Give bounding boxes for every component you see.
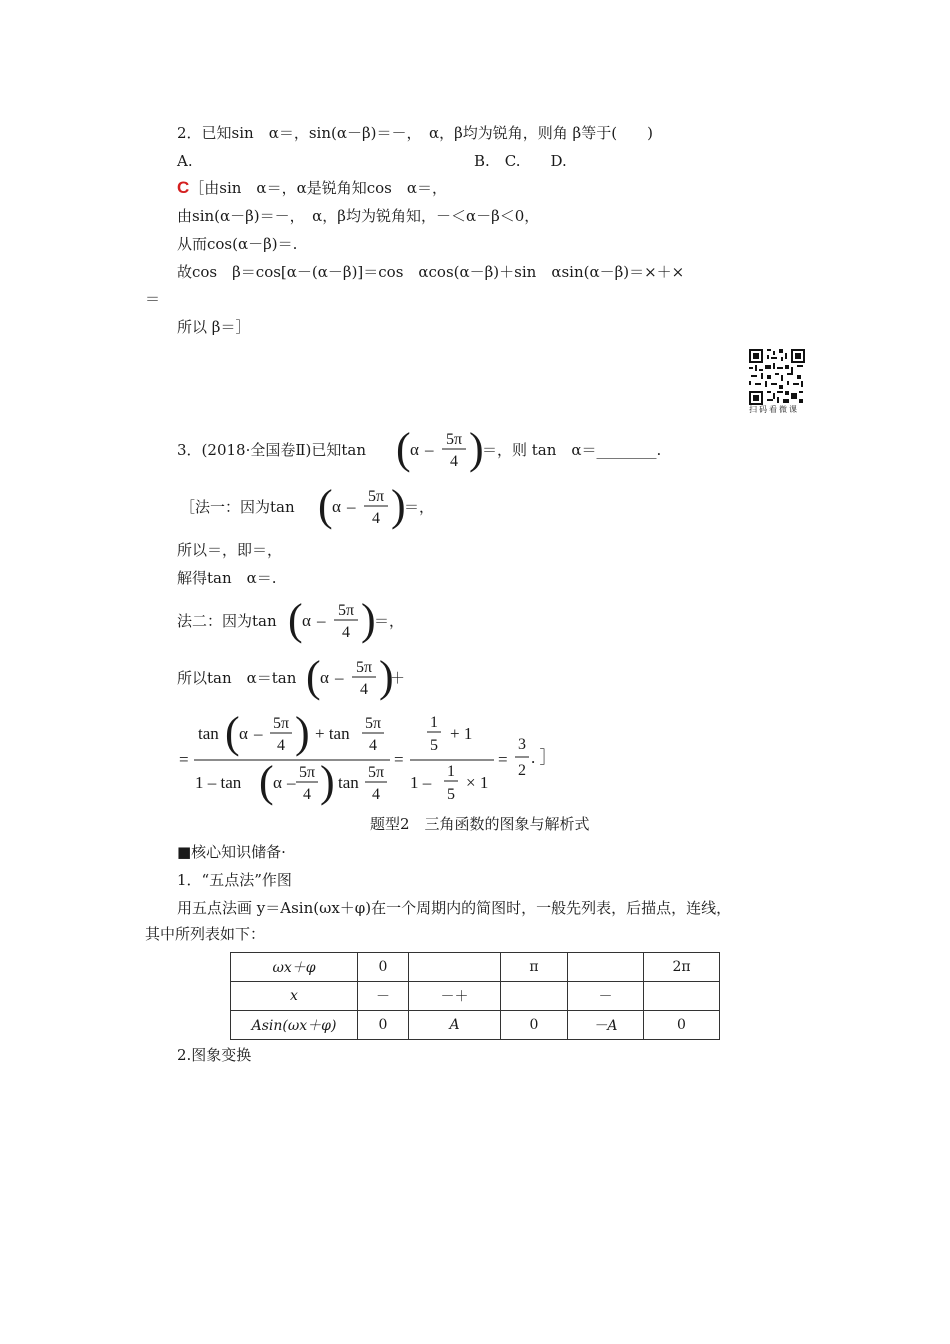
minus-sym: –	[254, 724, 263, 743]
frac-den: 4	[342, 624, 350, 641]
minus-sym: –	[335, 668, 344, 687]
alpha-sym: α	[273, 773, 282, 792]
section-title: 题型2 三角函数的图象与解析式	[370, 815, 590, 833]
end-bracket: . ］	[531, 748, 557, 767]
frac-den: 4	[369, 737, 377, 754]
frac-den: 4	[303, 786, 311, 803]
table-cell: Asin(ωx＋φ)	[231, 1011, 358, 1040]
q3-big-fraction	[176, 708, 576, 808]
frac-num: 5π	[355, 659, 373, 676]
table-cell: ωx＋φ	[231, 953, 358, 982]
frac-den: 4	[372, 510, 380, 527]
tan-text: tan	[338, 773, 359, 792]
alpha-sym: α	[320, 668, 329, 687]
q2-solution-line2: 由sin(α－β)＝－， α，β均为锐角知，－＜α－β＜0，	[177, 207, 540, 225]
table-cell: －＋	[409, 982, 501, 1011]
q2-solution-line1	[177, 178, 447, 198]
q3-m2-prefix: 法二：因为tan	[177, 612, 277, 630]
para2: 其中所列表如下：	[145, 925, 266, 943]
minus-sym: –	[317, 611, 326, 630]
table-cell: 0	[501, 1011, 568, 1040]
lparen: (	[306, 652, 321, 701]
lparen: (	[225, 708, 240, 757]
q3-m2-line2-expr	[306, 654, 392, 702]
q2-option-a: A.	[177, 152, 193, 170]
para1: 用五点法画 y＝Asin(ωx＋φ)在一个周期内的简图时，一般先列表，后描点，连线，	[177, 899, 732, 917]
table-cell: A	[409, 1011, 501, 1040]
tan-text: tan	[198, 724, 219, 743]
q3-m2-expr	[288, 597, 374, 645]
fifth-num: 1	[447, 763, 455, 780]
result-num: 3	[518, 736, 526, 753]
table-cell	[501, 982, 568, 1011]
q3-m1-line3: 解得tan α＝.	[177, 569, 277, 587]
frac-num: 5π	[445, 431, 463, 448]
rparen: )	[469, 424, 484, 473]
q3-m2-line2-prefix: 所以tan α＝tan	[177, 669, 297, 687]
table-row	[231, 982, 720, 1011]
item1-heading: 1．“五点法”作图	[177, 871, 292, 889]
minus-sym: –	[287, 773, 296, 792]
frac-den: 4	[372, 786, 380, 803]
table-cell: －A	[568, 1011, 644, 1040]
table-row	[231, 953, 720, 982]
q3-m1-expr	[318, 483, 404, 531]
frac-num: 5π	[298, 764, 316, 781]
one-minus-text: 1 –	[410, 773, 432, 792]
q2-solution-line5: 所以 β＝］	[177, 318, 251, 336]
fifth-den: 5	[447, 786, 455, 803]
one-minus-tan-text: 1 – tan	[195, 773, 242, 792]
times-one-text: × 1	[466, 773, 489, 792]
lparen: (	[318, 481, 333, 530]
frac-num: 5π	[337, 602, 355, 619]
q3-m2-line2-suffix: ＋	[390, 669, 406, 687]
result-den: 2	[518, 762, 526, 779]
eq-sym-3: =	[498, 750, 508, 769]
q3-m1-suffix: ＝，	[404, 498, 435, 516]
q3-expr-alpha-minus-5pi4	[396, 426, 482, 474]
q2-solution-line3: 从而cos(α－β)＝.	[177, 235, 298, 253]
rparen: )	[391, 481, 406, 530]
alpha-sym: α	[302, 611, 311, 630]
alpha-sym: α	[332, 497, 341, 516]
q3-question-suffix: ＝，则 tan α＝________.	[482, 441, 662, 459]
five-point-table	[230, 952, 720, 1040]
frac-num: 5π	[272, 715, 290, 732]
lparen: (	[288, 595, 303, 644]
q2-solution-line4: 故cos β＝cos[α－(α－β)]＝cos αcos(α－β)＋sin αsin(α－β)＝×＋×	[177, 263, 685, 281]
frac-num: 5π	[367, 764, 385, 781]
fifth-num: 1	[430, 714, 438, 731]
frac-den: 4	[360, 681, 368, 698]
qr-code-icon[interactable]	[749, 349, 805, 405]
alpha-sym: α	[410, 440, 419, 459]
rparen: )	[320, 757, 335, 806]
table-cell: 0	[358, 953, 409, 982]
table-cell: 0	[358, 1011, 409, 1040]
table-cell: 0	[644, 1011, 720, 1040]
minus-sym: –	[347, 497, 356, 516]
plus-tan-text: + tan	[315, 724, 350, 743]
rparen: )	[379, 652, 394, 701]
plus-one-text: + 1	[450, 724, 473, 743]
q3-question-prefix: 3．(2018·全国卷Ⅱ)已知tan	[177, 441, 367, 459]
rparen: )	[295, 708, 310, 757]
lparen: (	[396, 424, 411, 473]
q2-solution-text: ［由sin α＝，α是锐角知cos α＝，	[189, 179, 447, 197]
rparen: )	[361, 595, 376, 644]
eq-sym-2: =	[394, 750, 404, 769]
table-row	[231, 1011, 720, 1040]
frac-num: 5π	[367, 488, 385, 505]
q3-m1-prefix: ［法一：因为tan	[180, 498, 295, 516]
q3-m2-suffix: ＝，	[374, 612, 405, 630]
item2-heading: 2.图象变换	[177, 1046, 252, 1064]
table-cell: －	[568, 982, 644, 1011]
core-knowledge-heading: ■核心知识储备·	[177, 843, 286, 861]
q2-answer-letter: C	[177, 178, 190, 197]
frac-den: 4	[450, 453, 458, 470]
alpha-sym: α	[239, 724, 248, 743]
eq-sym-1: =	[179, 750, 189, 769]
q3-m1-line2: 所以＝，即＝，	[177, 541, 283, 559]
table-cell	[409, 953, 501, 982]
qr-caption: 扫码看微课	[749, 405, 799, 414]
table-cell	[644, 982, 720, 1011]
table-cell: 2π	[644, 953, 720, 982]
table-cell	[568, 953, 644, 982]
table-cell: π	[501, 953, 568, 982]
lparen: (	[259, 757, 274, 806]
fifth-den: 5	[430, 737, 438, 754]
q2-question: 2．已知sin α＝，sin(α－β)＝－， α，β均为锐角，则角 β等于( )	[177, 124, 653, 142]
frac-num: 5π	[364, 715, 382, 732]
table-cell: x	[231, 982, 358, 1011]
table-cell: －	[358, 982, 409, 1011]
q2-options-bcd: B. C. D.	[474, 152, 567, 170]
minus-sym: –	[425, 440, 434, 459]
q2-solution-line4b: ＝	[145, 290, 161, 308]
frac-den: 4	[277, 737, 285, 754]
